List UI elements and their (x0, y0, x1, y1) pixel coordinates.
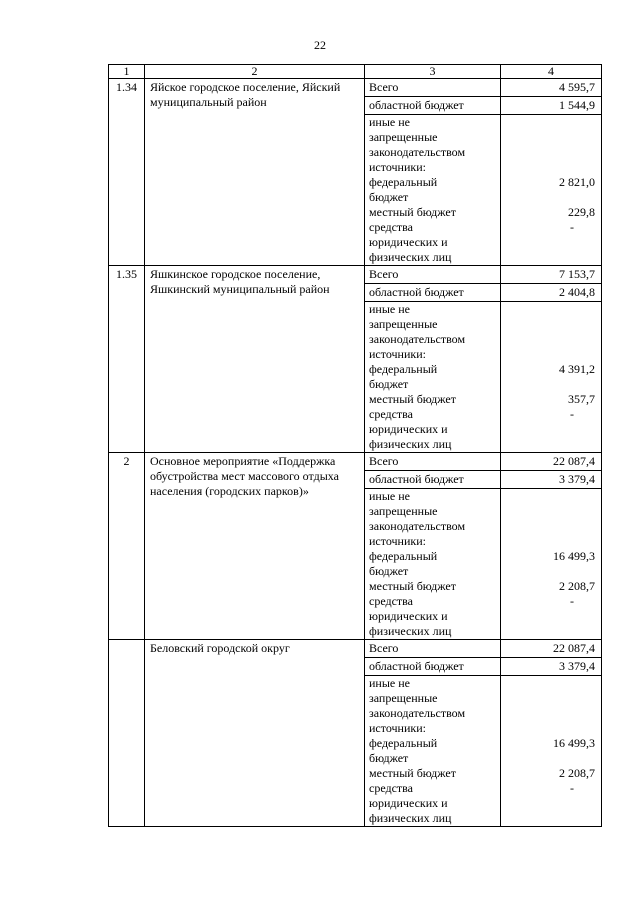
row-number (109, 640, 145, 827)
row-name-line: Яшкинское городское поселение, (150, 267, 321, 281)
total-value: 7 153,7 (501, 266, 602, 284)
source-legal-line: физических лиц (369, 811, 452, 825)
source-federal-line: федеральный (369, 736, 438, 750)
source-other-labels (365, 302, 501, 453)
row-name-line: населения (городских парков)» (150, 484, 309, 498)
page-number: 22 (314, 38, 326, 52)
source-legal-line: юридических и (369, 796, 448, 810)
total-value: 22 087,4 (501, 453, 602, 471)
source-federal-line: федеральный (369, 362, 438, 376)
source-federal-line: федеральный (369, 175, 438, 189)
source-federal-line: бюджет (369, 190, 409, 204)
legal-value: - (570, 220, 574, 234)
source-other-line: иные не (369, 489, 410, 503)
column-header-1: 1 (109, 65, 145, 79)
source-total-label: Всего (365, 266, 501, 284)
row-name (145, 266, 365, 453)
row-number: 1.35 (109, 266, 145, 453)
source-legal-line: средства (369, 407, 414, 421)
source-regional-label: областной бюджет (365, 658, 501, 676)
source-other-labels (365, 115, 501, 266)
regional-value: 3 379,4 (501, 658, 602, 676)
source-legal-line: средства (369, 781, 414, 795)
table-row (109, 640, 602, 658)
source-other-line: иные не (369, 676, 410, 690)
funding-table (108, 64, 602, 827)
source-regional-label: областной бюджет (365, 284, 501, 302)
source-regional-label: областной бюджет (365, 97, 501, 115)
table-row (109, 266, 602, 284)
row-name-line: Основное мероприятие «Поддержка (150, 454, 336, 468)
source-other-line: запрещенные (369, 504, 438, 518)
source-legal-line: физических лиц (369, 437, 452, 451)
federal-value: 16 499,3 (553, 736, 595, 750)
column-header-3: 3 (365, 65, 501, 79)
source-regional-label: областной бюджет (365, 471, 501, 489)
source-legal-line: юридических и (369, 235, 448, 249)
federal-value: 16 499,3 (553, 549, 595, 563)
source-total-label: Всего (365, 453, 501, 471)
source-legal-line: средства (369, 220, 414, 234)
source-legal-line: средства (369, 594, 414, 608)
row-number: 1.34 (109, 79, 145, 266)
source-other-labels (365, 489, 501, 640)
table-row (109, 79, 602, 97)
row-name (145, 453, 365, 640)
column-header-2: 2 (145, 65, 365, 79)
local-value: 229,8 (568, 205, 595, 219)
source-federal-line: бюджет (369, 751, 409, 765)
source-other-line: законодательством (369, 332, 466, 346)
source-other-line: источники: (369, 347, 426, 361)
local-value: 357,7 (568, 392, 595, 406)
legal-value: - (570, 781, 574, 795)
other-values (501, 115, 602, 266)
total-value: 22 087,4 (501, 640, 602, 658)
source-total-label: Всего (365, 79, 501, 97)
source-other-line: источники: (369, 160, 426, 174)
row-name (145, 79, 365, 266)
regional-value: 1 544,9 (501, 97, 602, 115)
source-other-line: запрещенные (369, 691, 438, 705)
row-name-line: Яйское городское поселение, Яйский (150, 80, 341, 94)
source-other-line: иные не (369, 302, 410, 316)
local-value: 2 208,7 (559, 579, 595, 593)
source-other-line: законодательством (369, 706, 466, 720)
source-legal-line: физических лиц (369, 624, 452, 638)
regional-value: 3 379,4 (501, 471, 602, 489)
source-federal-line: бюджет (369, 377, 409, 391)
legal-value: - (570, 407, 574, 421)
source-local-line: местный бюджет (369, 766, 456, 780)
regional-value: 2 404,8 (501, 284, 602, 302)
legal-value: - (570, 594, 574, 608)
column-header-4: 4 (501, 65, 602, 79)
row-name-line: Яшкинский муниципальный район (150, 282, 330, 296)
source-federal-line: федеральный (369, 549, 438, 563)
table-header-row (109, 65, 602, 79)
other-values (501, 489, 602, 640)
source-legal-line: юридических и (369, 422, 448, 436)
source-local-line: местный бюджет (369, 579, 456, 593)
local-value: 2 208,7 (559, 766, 595, 780)
federal-value: 2 821,0 (559, 175, 595, 189)
row-name-line: муниципальный район (150, 95, 267, 109)
source-other-labels (365, 676, 501, 827)
row-number: 2 (109, 453, 145, 640)
source-other-line: иные не (369, 115, 410, 129)
source-other-line: законодательством (369, 145, 466, 159)
total-value: 4 595,7 (501, 79, 602, 97)
table-row (109, 453, 602, 471)
source-local-line: местный бюджет (369, 392, 456, 406)
federal-value: 4 391,2 (559, 362, 595, 376)
source-federal-line: бюджет (369, 564, 409, 578)
other-values (501, 302, 602, 453)
row-name-line: обустройства мест массового отдыха (150, 469, 339, 483)
row-name-line: Беловский городской округ (150, 641, 290, 655)
source-other-line: законодательством (369, 519, 466, 533)
source-other-line: запрещенные (369, 317, 438, 331)
source-legal-line: юридических и (369, 609, 448, 623)
source-other-line: запрещенные (369, 130, 438, 144)
other-values (501, 676, 602, 827)
source-local-line: местный бюджет (369, 205, 456, 219)
source-total-label: Всего (365, 640, 501, 658)
source-legal-line: физических лиц (369, 250, 452, 264)
row-name (145, 640, 365, 827)
source-other-line: источники: (369, 534, 426, 548)
source-other-line: источники: (369, 721, 426, 735)
